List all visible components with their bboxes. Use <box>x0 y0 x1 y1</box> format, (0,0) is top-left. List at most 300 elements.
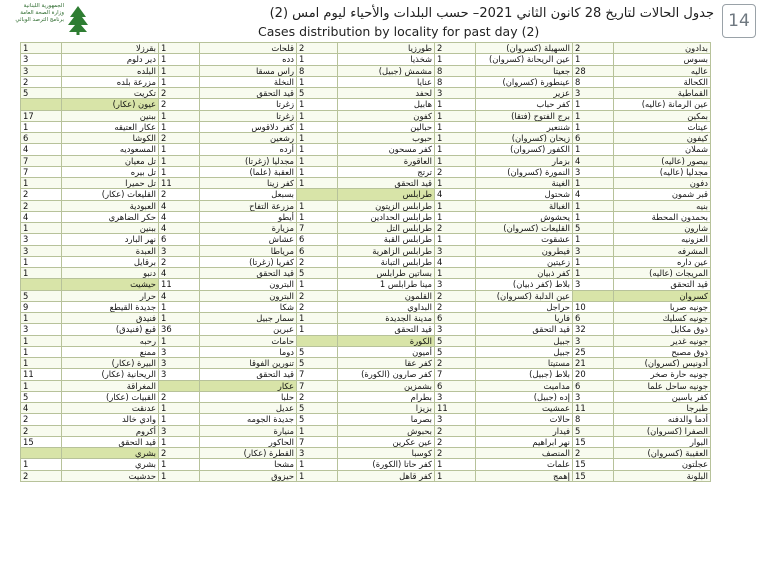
locality-name: البوار <box>614 436 711 447</box>
case-count: 1 <box>297 200 338 211</box>
case-count: 3 <box>573 391 614 402</box>
locality-name: ذوق مصبح <box>614 346 711 357</box>
case-count: 32 <box>573 324 614 335</box>
locality-name: حالات <box>476 414 573 425</box>
locality-name: حدشيت <box>62 470 159 481</box>
case-count: 3 <box>21 234 62 245</box>
table-row <box>21 43 762 54</box>
case-count: 3 <box>573 245 614 256</box>
case-count: 7 <box>21 166 62 177</box>
locality-name: البترون <box>200 279 297 290</box>
table-row <box>21 391 762 402</box>
case-count: 1 <box>573 144 614 155</box>
case-count: 1 <box>297 178 338 189</box>
table-row <box>21 223 762 234</box>
locality-name: دير دلوم <box>62 54 159 65</box>
table-row <box>21 324 762 335</box>
case-count: 5 <box>435 335 476 346</box>
table-row <box>21 178 762 189</box>
locality-name: المريجات (عاليه) <box>614 268 711 279</box>
locality-name: عين داره <box>614 256 711 267</box>
locality-name: بيصور (عاليه) <box>614 155 711 166</box>
case-count: 7 <box>21 155 62 166</box>
locality-name: مداميت <box>476 380 573 391</box>
locality-name: بشمزين <box>338 380 435 391</box>
case-count: 8 <box>297 65 338 76</box>
case-count: 1 <box>297 324 338 335</box>
locality-name: كيفون <box>614 133 711 144</box>
case-count: 1 <box>573 178 614 189</box>
case-count: 1 <box>297 155 338 166</box>
locality-name: عكار العتيقه <box>62 121 159 132</box>
locality-name: شحتول <box>476 189 573 200</box>
case-count: 5 <box>21 290 62 301</box>
case-count: 4 <box>159 200 200 211</box>
case-count: 2 <box>297 301 338 312</box>
case-count: 1 <box>573 121 614 132</box>
locality-name: كفر ذبيان <box>476 268 573 279</box>
table-row <box>21 99 762 110</box>
case-count: 2 <box>159 448 200 459</box>
locality-name: نهر البارد <box>62 234 159 245</box>
case-count: 1 <box>21 43 62 54</box>
case-count: 1 <box>435 133 476 144</box>
case-count: 2 <box>159 391 200 402</box>
locality-name: عشقوت <box>476 234 573 245</box>
locality-name: حبوب <box>338 133 435 144</box>
locality-name: كفر زينا <box>200 178 297 189</box>
locality-name: قلحات <box>200 43 297 54</box>
locality-name: زعيتين <box>476 256 573 267</box>
locality-name: تل بيره <box>62 166 159 177</box>
locality-name: جعيتا <box>476 65 573 76</box>
locality-name: عمشيت <box>476 403 573 414</box>
case-count: 21 <box>573 358 614 369</box>
locality-name: السهيلة (كسروان) <box>476 43 573 54</box>
locality-name: كفر صارون (الكورة) <box>338 369 435 380</box>
case-count: 2 <box>21 76 62 87</box>
case-count: 8 <box>435 76 476 87</box>
locality-name: البلده <box>62 65 159 76</box>
locality-name: حيزوق <box>200 470 297 481</box>
case-count: 5 <box>21 88 62 99</box>
locality-name: الكفور (كسروان) <box>476 144 573 155</box>
table-row <box>21 335 762 346</box>
case-count: 1 <box>435 144 476 155</box>
locality-name: طبرجا <box>614 403 711 414</box>
case-count: 3 <box>435 279 476 290</box>
locality-name: قيد التحقق <box>338 178 435 189</box>
cedar-icon <box>66 5 90 35</box>
table-row <box>21 403 762 414</box>
case-count: 1 <box>573 234 614 245</box>
case-count: 2 <box>435 448 476 459</box>
locality-name: مشحا <box>200 459 297 470</box>
table-row <box>21 200 762 211</box>
case-count: 2 <box>435 436 476 447</box>
locality-name: كفريا (زغرتا) <box>200 256 297 267</box>
case-count: 1 <box>21 178 62 189</box>
locality-name: كفر حاتا (الكورة) <box>338 459 435 470</box>
locality-name: عبرين <box>200 324 297 335</box>
case-count: 1 <box>21 313 62 324</box>
locality-name: لحفد <box>338 88 435 99</box>
case-count <box>159 380 200 391</box>
locality-name: المنصف <box>476 448 573 459</box>
table-row <box>21 256 762 267</box>
case-count: 1 <box>159 144 200 155</box>
case-count: 2 <box>21 470 62 481</box>
locality-name: بزمار <box>476 155 573 166</box>
locality-name: ببنين <box>62 110 159 121</box>
case-count: 4 <box>21 403 62 414</box>
locality-name: الكوشا <box>62 133 159 144</box>
locality-name: النمورة (كسروان) <box>476 166 573 177</box>
case-count: 2 <box>21 414 62 425</box>
case-count: 3 <box>573 166 614 177</box>
locality-name: جديدة الجومه <box>200 414 297 425</box>
case-count: 3 <box>159 358 200 369</box>
case-count: 6 <box>297 234 338 245</box>
case-count: 4 <box>21 211 62 222</box>
locality-name: كفون <box>338 110 435 121</box>
locality-name: بدادون <box>614 43 711 54</box>
locality-name: حراجل <box>476 301 573 312</box>
locality-name: بحمدون المحطة <box>614 211 711 222</box>
locality-name: قيد التحقق <box>476 324 573 335</box>
locality-name: مينا طرابلس 1 <box>338 279 435 290</box>
case-count: 5 <box>435 346 476 357</box>
case-count: 1 <box>573 256 614 267</box>
locality-name: عين الريحانة (كسروان) <box>476 54 573 65</box>
case-count: 3 <box>435 324 476 335</box>
locality-name: جديدة القيطع <box>62 301 159 312</box>
case-count <box>21 448 62 459</box>
locality-name: بنيه <box>614 200 711 211</box>
case-count: 1 <box>435 470 476 481</box>
case-count: 1 <box>435 99 476 110</box>
locality-name: حرار <box>62 290 159 301</box>
locality-name: أميون <box>338 346 435 357</box>
locality-name: شخذيا <box>338 54 435 65</box>
locality-name: مشمش (جبيل) <box>338 65 435 76</box>
case-count: 5 <box>297 88 338 99</box>
case-count: 4 <box>159 211 200 222</box>
locality-name: البترون <box>200 290 297 301</box>
locality-name: سمار جبيل <box>200 313 297 324</box>
case-count: 1 <box>159 166 200 177</box>
table-row <box>21 470 762 481</box>
locality-name: زغرتا <box>200 99 297 110</box>
locality-name: المغراقة <box>62 380 159 391</box>
locality-name: إده (جبيل) <box>476 391 573 402</box>
table-row <box>21 459 762 470</box>
table-row <box>21 76 762 87</box>
locality-name: البيرة (عكار) <box>62 358 159 369</box>
locality-name: المشرفه <box>614 245 711 256</box>
locality-name: حبالين <box>338 121 435 132</box>
locality-name: كفر مسحون <box>338 144 435 155</box>
locality-name: عنايا <box>338 76 435 87</box>
locality-name: القلمون <box>338 290 435 301</box>
locality-name: منيارة <box>200 425 297 436</box>
locality-name: القبيات (عكار) <box>62 391 159 402</box>
locality-name: رشعين <box>200 133 297 144</box>
table-row <box>21 448 762 459</box>
table-row <box>21 425 762 436</box>
case-count: 1 <box>159 414 200 425</box>
case-count: 15 <box>573 436 614 447</box>
case-count: 1 <box>435 200 476 211</box>
case-count: 7 <box>297 223 338 234</box>
case-count: 1 <box>435 459 476 470</box>
case-count: 4 <box>159 290 200 301</box>
locality-name: كفر قاهل <box>338 470 435 481</box>
ministry-logo <box>6 3 92 37</box>
case-count: 2 <box>21 189 62 200</box>
case-count: 2 <box>297 391 338 402</box>
case-count: 11 <box>21 369 62 380</box>
locality-name: بلاط (كفر ذبيان) <box>476 279 573 290</box>
locality-name: عيون (عكار) <box>62 99 159 110</box>
case-count: 1 <box>21 380 62 391</box>
case-count: 1 <box>159 459 200 470</box>
cases-table <box>20 42 762 482</box>
case-count: 2 <box>435 358 476 369</box>
locality-name: كفر عقا <box>338 358 435 369</box>
case-count: 4 <box>435 189 476 200</box>
case-count: 1 <box>435 234 476 245</box>
case-count: 1 <box>297 313 338 324</box>
case-count: 1 <box>297 54 338 65</box>
table-row <box>21 88 762 99</box>
case-count: 3 <box>159 425 200 436</box>
case-count: 3 <box>297 448 338 459</box>
locality-name: عاليه <box>614 65 711 76</box>
locality-name: بصرما <box>338 414 435 425</box>
case-count: 7 <box>435 369 476 380</box>
locality-name: عيتات <box>614 121 711 132</box>
locality-name: جبيل <box>476 346 573 357</box>
locality-name: مزرعة التفاح <box>200 200 297 211</box>
locality-name: أكروم <box>62 425 159 436</box>
case-count: 1 <box>21 358 62 369</box>
locality-name: مزرعة بلده <box>62 76 159 87</box>
locality-name: قيد التحقق <box>62 436 159 447</box>
case-count: 9 <box>21 301 62 312</box>
case-count: 10 <box>573 301 614 312</box>
case-count: 3 <box>573 335 614 346</box>
locality-name: تنورين الفوقا <box>200 358 297 369</box>
locality-name: جونيه غدير <box>614 335 711 346</box>
locality-name: العقيبة (كسروان) <box>614 448 711 459</box>
locality-name: دوما <box>200 346 297 357</box>
case-count: 1 <box>21 121 62 132</box>
locality-name: ذوق مكايل <box>614 324 711 335</box>
case-count <box>573 290 614 301</box>
table-row <box>21 121 762 132</box>
locality-name: النخلة <box>200 76 297 87</box>
case-count <box>297 335 338 346</box>
case-count: 1 <box>297 76 338 87</box>
case-count: 15 <box>573 459 614 470</box>
case-count: 2 <box>297 290 338 301</box>
locality-name: عينطورة (كسروان) <box>476 76 573 87</box>
case-count: 7 <box>297 369 338 380</box>
case-count: 8 <box>573 76 614 87</box>
locality-name: القليعات (عكار) <box>62 189 159 200</box>
case-count: 1 <box>159 313 200 324</box>
locality-name: العاقورة <box>338 155 435 166</box>
locality-name: الحاكور <box>200 436 297 447</box>
locality-name: حامات <box>200 335 297 346</box>
locality-name: البداوي <box>338 301 435 312</box>
locality-name: هابيل <box>338 99 435 110</box>
table-row <box>21 414 762 425</box>
locality-name: أرده <box>200 144 297 155</box>
case-count: 1 <box>159 155 200 166</box>
locality-name: عين الدلبة (كسروان) <box>476 290 573 301</box>
locality-name: برج الفتوح (فتقا) <box>476 110 573 121</box>
case-count: 5 <box>573 425 614 436</box>
locality-name: كسروان <box>614 290 711 301</box>
case-count: 1 <box>435 155 476 166</box>
table-row <box>21 189 762 200</box>
case-count: 1 <box>159 470 200 481</box>
case-count: 7 <box>297 380 338 391</box>
case-count: 2 <box>573 448 614 459</box>
locality-name: العقبة (علما) <box>200 166 297 177</box>
case-count: 1 <box>159 76 200 87</box>
locality-name: قيد التحقق <box>614 279 711 290</box>
case-count: 1 <box>297 425 338 436</box>
table-row <box>21 279 762 290</box>
locality-name: عجلتون <box>614 459 711 470</box>
case-count: 5 <box>573 223 614 234</box>
case-count: 1 <box>159 65 200 76</box>
locality-name: كوسبا <box>338 448 435 459</box>
case-count: 28 <box>573 65 614 76</box>
locality-name: جونيه كسليك <box>614 313 711 324</box>
locality-name: طورزيا <box>338 43 435 54</box>
locality-name: طرابلس <box>338 189 435 200</box>
case-count: 1 <box>159 110 200 121</box>
case-count: 2 <box>159 189 200 200</box>
locality-name: جبيل <box>476 335 573 346</box>
case-count: 1 <box>297 459 338 470</box>
locality-name: يحشوش <box>476 211 573 222</box>
case-count: 15 <box>21 436 62 447</box>
case-count: 1 <box>573 54 614 65</box>
locality-name: كفر دلاقوس <box>200 121 297 132</box>
case-count: 5 <box>297 346 338 357</box>
table-row <box>21 290 762 301</box>
locality-name: الغينة <box>476 178 573 189</box>
case-count: 1 <box>435 211 476 222</box>
case-count: 3 <box>159 369 200 380</box>
case-count: 1 <box>297 121 338 132</box>
case-count: 2 <box>435 425 476 436</box>
locality-name: طرابلس الزاهرية <box>338 245 435 256</box>
case-count: 1 <box>297 166 338 177</box>
case-count: 3 <box>21 54 62 65</box>
case-count: 1 <box>573 99 614 110</box>
case-count: 20 <box>573 369 614 380</box>
locality-name: القطرة (عكار) <box>200 448 297 459</box>
locality-name: تكريت <box>62 88 159 99</box>
case-count: 1 <box>573 110 614 121</box>
case-count: 17 <box>21 110 62 121</box>
case-count: 6 <box>21 133 62 144</box>
case-count: 6 <box>159 234 200 245</box>
case-count: 2 <box>159 133 200 144</box>
case-count: 11 <box>435 403 476 414</box>
case-count: 11 <box>573 403 614 414</box>
case-count: 6 <box>573 313 614 324</box>
case-count: 5 <box>21 391 62 402</box>
title-arabic: جدول الحالات لتاريخ 28 كانون الثاني 2021– حسب البلدات والأحياء ليوم امس (2) <box>269 6 714 21</box>
locality-name: دفون <box>614 178 711 189</box>
title-english: Cases distribution by locality for past day (2) <box>258 24 540 39</box>
locality-name: عين عكرين <box>338 436 435 447</box>
locality-name: عشاش <box>200 234 297 245</box>
case-count: 1 <box>159 121 200 132</box>
case-count: 2 <box>297 256 338 267</box>
table-row <box>21 380 762 391</box>
locality-name: حكر الضاهري <box>62 211 159 222</box>
case-count: 1 <box>159 301 200 312</box>
case-count: 4 <box>159 268 200 279</box>
locality-name: الكحالة <box>614 76 711 87</box>
case-count: 3 <box>159 346 200 357</box>
case-count: 3 <box>435 391 476 402</box>
table-row <box>21 436 762 447</box>
locality-name: طرابلس التل <box>338 223 435 234</box>
locality-name: عديل <box>200 403 297 414</box>
case-count: 6 <box>297 245 338 256</box>
case-count: 3 <box>21 65 62 76</box>
case-count: 1 <box>297 133 338 144</box>
locality-name: بقرزلا <box>62 43 159 54</box>
locality-name: الصفرا (كسروان) <box>614 425 711 436</box>
locality-name: المسعوديه <box>62 144 159 155</box>
locality-name: عدنقت <box>62 403 159 414</box>
locality-name: العبدة <box>62 245 159 256</box>
case-count: 1 <box>159 43 200 54</box>
case-count: 3 <box>159 245 200 256</box>
locality-name: شارون <box>614 223 711 234</box>
case-count: 5 <box>297 358 338 369</box>
case-count: 4 <box>435 256 476 267</box>
table-row <box>21 346 762 357</box>
case-count: 15 <box>573 470 614 481</box>
locality-name: ممنع <box>62 346 159 357</box>
case-count: 5 <box>297 403 338 414</box>
locality-name: القماطية <box>614 88 711 99</box>
locality-name: مزيارة <box>200 223 297 234</box>
table-row <box>21 54 762 65</box>
locality-name: مدينة الجديدة <box>338 313 435 324</box>
case-count: 3 <box>21 245 62 256</box>
locality-name: وادي خالد <box>62 414 159 425</box>
case-count: 11 <box>159 178 200 189</box>
case-count: 6 <box>435 380 476 391</box>
case-count: 5 <box>297 414 338 425</box>
locality-name: كفر حباب <box>476 99 573 110</box>
case-count: 2 <box>159 99 200 110</box>
case-count: 8 <box>573 414 614 425</box>
page-header <box>0 0 762 44</box>
